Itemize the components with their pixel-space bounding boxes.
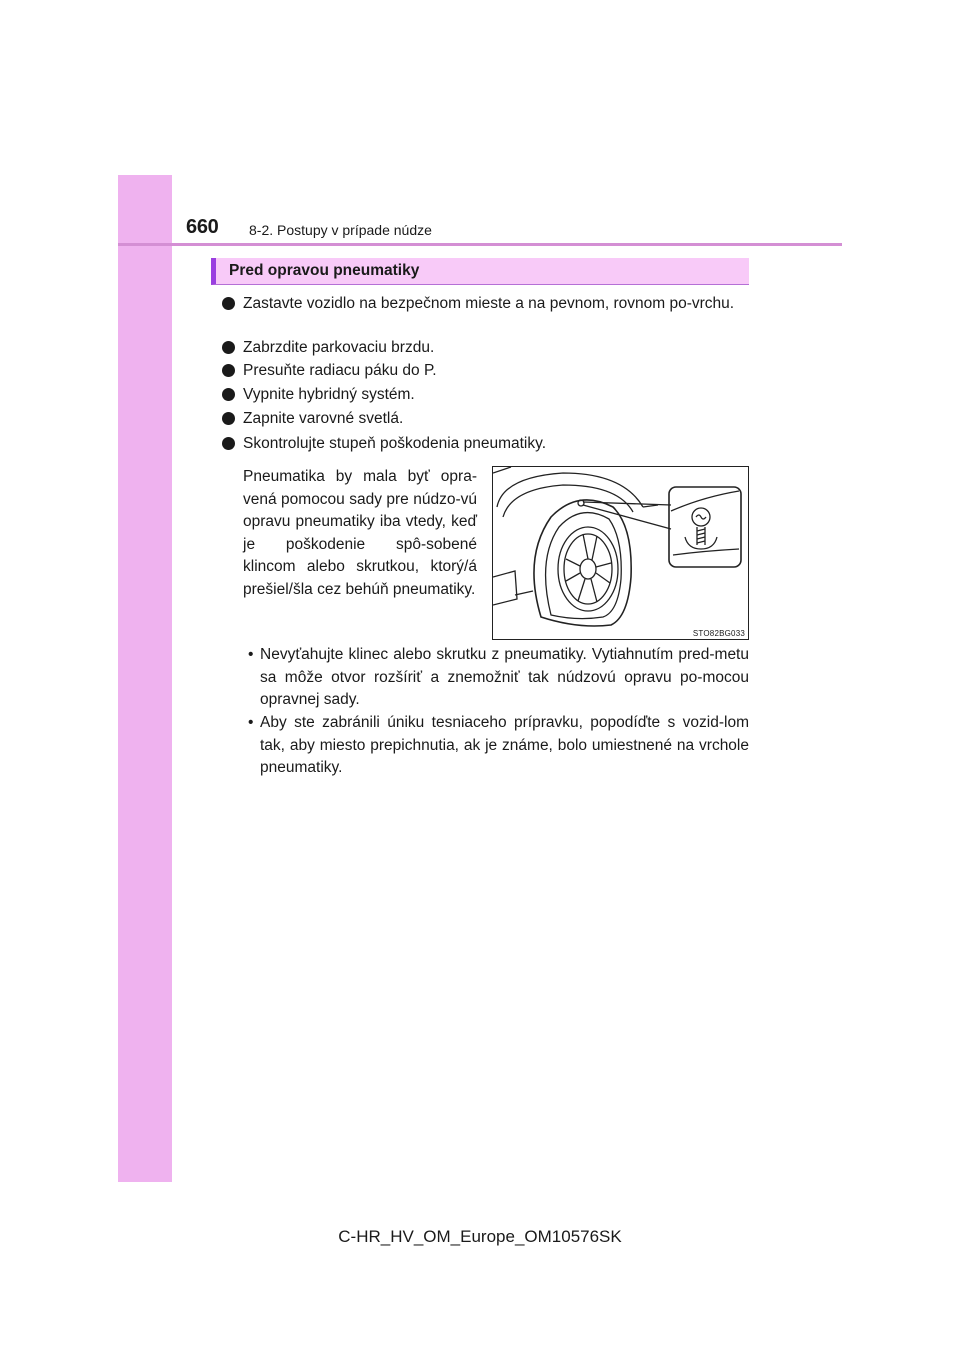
note-bullet-icon: • (248, 646, 254, 663)
note-text: Nevyťahujte klinec alebo skrutku z pneumatiky. Vytiahnutím pred-metu sa môže otvor rozšíriť a znemožniť tak núdzovú opravu po-mocou opravnej sady. (260, 646, 749, 708)
bullet-text: Zapnite varovné svetlá. (243, 410, 404, 427)
figure-code: STO82BG033 (692, 629, 745, 638)
bullet-item (222, 292, 749, 315)
bullet-text: Presuňte radiacu páku do P. (243, 362, 437, 379)
flat-tire-with-screw-icon (493, 467, 748, 639)
bullet-dot-icon (222, 412, 235, 425)
bullet-dot-icon (222, 297, 235, 310)
section-title: 8-2. Postupy v prípade núdze (249, 222, 432, 238)
flat-tire-figure (492, 466, 749, 640)
bullet-item (222, 432, 749, 455)
bullet-dot-icon (222, 437, 235, 450)
bullet-dot-icon (222, 364, 235, 377)
bullet-text: Zastavte vozidlo na bezpečnom mieste a na pevnom, rovnom po-vrchu. (243, 295, 735, 312)
bullet-dot-icon (222, 388, 235, 401)
footer-document-code: C-HR_HV_OM_Europe_OM10576SK (338, 1227, 622, 1246)
bullet-item (222, 383, 749, 406)
bullet-text: Vypnite hybridný systém. (243, 386, 415, 403)
bullet-text: Skontrolujte stupeň poškodenia pneumatiky. (243, 435, 547, 452)
bullet-item (222, 359, 749, 382)
warning-note (243, 644, 749, 712)
warning-note (243, 712, 749, 780)
side-band (118, 175, 172, 1182)
bullet-dot-icon (222, 341, 235, 354)
repair-kit-paragraph: Pneumatika by mala byť opra-vená pomocou sady pre núdzo-vú opravu pneumatiky iba vtedy, keď je poškodenie spô-sobené klincom alebo skrutkou, ktorý/á prešiel/šla cez behúň pneumatiky. (243, 468, 477, 598)
section-heading: Pred opravou pneumatiky (229, 262, 420, 279)
note-text: Aby ste zabránili úniku tesniaceho prípravku, popodíďte s vozid-lom tak, aby miesto prepichnutia, ak je známe, bolo umiestnené na vrchole pneumatiky. (260, 714, 749, 776)
bullet-item (222, 336, 749, 359)
page-number: 660 (186, 216, 219, 238)
bullet-item (222, 407, 749, 430)
note-bullet-icon: • (248, 714, 254, 731)
bullet-text: Zabrzdite parkovaciu brzdu. (243, 339, 435, 356)
header-rule (118, 243, 842, 246)
section-heading-bar (211, 258, 749, 285)
